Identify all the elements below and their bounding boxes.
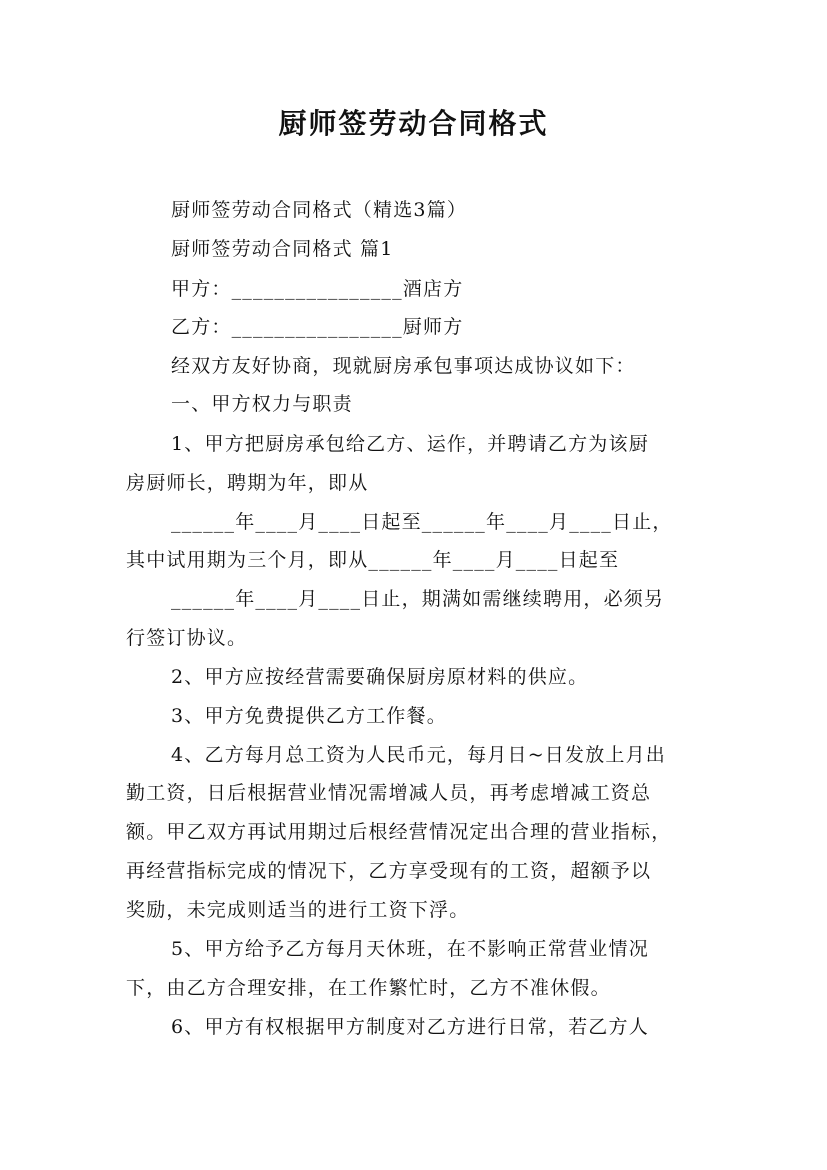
text-line: 再经营指标完成的情况下，乙方享受现有的工资，超额予以 bbox=[126, 860, 652, 882]
text-line: 经双方友好协商，现就厨房承包事项达成协议如下： bbox=[171, 355, 636, 377]
text-line: 行签订协议。 bbox=[126, 627, 248, 649]
text-line: 乙方：________________厨师方 bbox=[171, 316, 464, 338]
text-line: 额。甲乙双方再试用期过后根经营情况定出合理的营业指标， bbox=[126, 821, 672, 843]
text-line: 下，由乙方合理安排，在工作繁忙时，乙方不准休假。 bbox=[126, 977, 611, 999]
text-line: 3、甲方免费提供乙方工作餐。 bbox=[171, 705, 447, 727]
text-line: ______年____月____日止，期满如需继续聘用，必须另 bbox=[171, 588, 665, 610]
text-line: 房厨师长，聘期为年，即从 bbox=[126, 472, 369, 494]
text-line: ______年____月____日起至______年____月____日止， bbox=[171, 511, 673, 533]
text-line: 1、甲方把厨房承包给乙方、运作，并聘请乙方为该厨 bbox=[171, 433, 649, 455]
text-line: 4、乙方每月总工资为人民币元，每月日~日发放上月出 bbox=[171, 744, 667, 766]
text-line: 其中试用期为三个月，即从______年____月____日起至 bbox=[126, 549, 620, 571]
text-line: 奖励，未完成则适当的进行工资下浮。 bbox=[126, 899, 470, 921]
text-line: 5、甲方给予乙方每月天休班，在不影响正常营业情况 bbox=[171, 938, 649, 960]
text-line: 6、甲方有权根据甲方制度对乙方进行日常，若乙方人 bbox=[171, 1016, 649, 1038]
text-line: 2、甲方应按经营需要确保厨房原材料的供应。 bbox=[171, 666, 589, 688]
document-title: 厨师签劳动合同格式 bbox=[278, 107, 549, 140]
text-line: 甲方：________________酒店方 bbox=[171, 278, 464, 300]
text-line: 厨师签劳动合同格式 篇1 bbox=[171, 238, 394, 260]
text-line: 勤工资，日后根据营业情况需增减人员，再考虑增减工资总 bbox=[126, 782, 652, 804]
text-line: 一、甲方权力与职责 bbox=[171, 393, 353, 415]
text-line: 厨师签劳动合同格式（精选3篇） bbox=[171, 199, 468, 221]
